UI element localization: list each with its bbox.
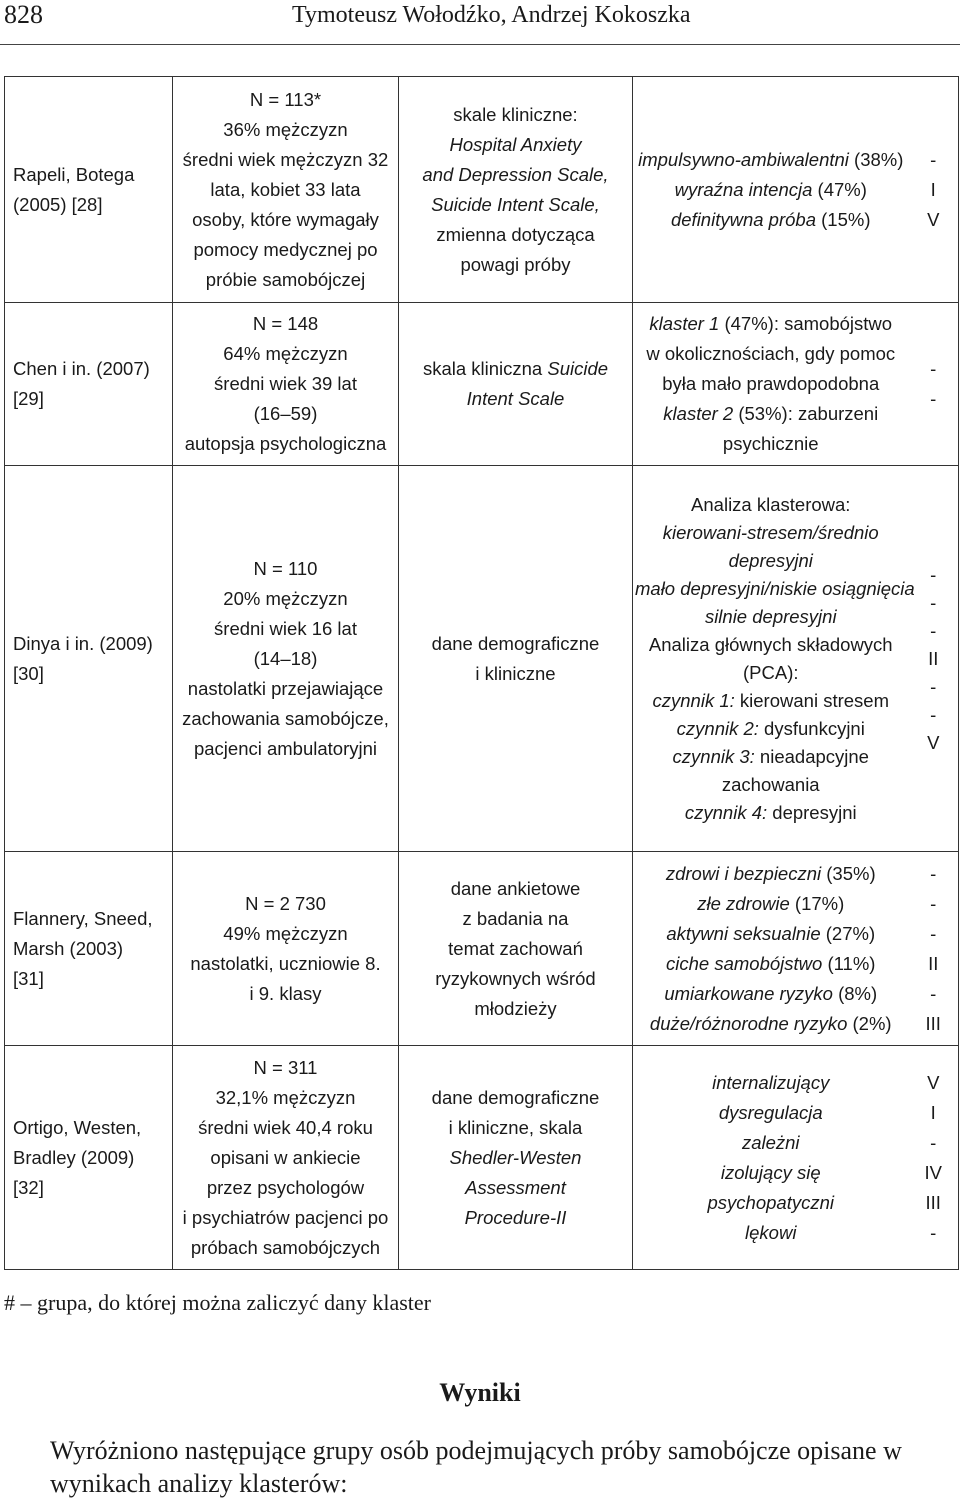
clusters-cell-line <box>635 889 907 919</box>
group-cell-line: - <box>930 862 937 884</box>
method-cell-line <box>401 1143 630 1173</box>
study-cell-line: Flannery, Sneed, <box>13 907 153 929</box>
study-cell-line: [31] <box>13 967 44 989</box>
method-cell-line <box>401 629 630 659</box>
clusters-cell-line <box>635 1098 907 1128</box>
sample-cell-line: 36% mężczyzn <box>223 118 348 140</box>
method-cell-line <box>401 190 630 220</box>
clusters-cell-text: zachowania <box>721 773 820 795</box>
sample-cell-line: średni wiek 39 lat <box>214 373 357 394</box>
clusters-cell-line <box>635 743 907 771</box>
method-cell-text: dane demograficzne <box>431 1086 600 1108</box>
clusters-cell-text: lękowi <box>745 1221 797 1243</box>
sample-cell-line: zachowania samobójcze, <box>182 707 389 729</box>
clusters-cell-text: dysregulacja <box>718 1101 823 1123</box>
method-cell <box>399 303 633 466</box>
sample-cell-line: próbie samobójczej <box>205 268 366 290</box>
sample-cell-line: N = 148 <box>252 313 319 334</box>
sample-cell <box>173 303 399 466</box>
method-cell-text: zmienna dotycząca <box>436 223 595 245</box>
sample-cell <box>173 466 399 852</box>
clusters-cell-text: duże/różnorodne ryzyko <box>649 1012 848 1034</box>
study-cell-line: [32] <box>13 1176 44 1198</box>
clusters-cell-line <box>635 1128 907 1158</box>
clusters-cell-line <box>635 1068 907 1098</box>
method-cell-line <box>401 100 630 130</box>
method-cell-text: Assessment <box>465 1176 566 1198</box>
clusters-cell <box>633 77 909 303</box>
group-cell <box>909 303 959 466</box>
group-cell-line: III <box>925 1012 941 1034</box>
method-cell-text: Shedler-Westen <box>449 1146 582 1168</box>
table-row <box>5 1046 959 1270</box>
study-cell-line: (2005) [28] <box>13 193 103 215</box>
method-cell-text: temat zachowań <box>448 937 583 959</box>
sample-cell-line: pomocy medycznej po <box>193 238 378 260</box>
clusters-cell-line <box>635 771 907 799</box>
clusters-cell-line <box>635 339 907 369</box>
study-cell <box>5 466 173 852</box>
method-cell-line <box>401 964 630 994</box>
clusters-cell-text: Analiza klasterowa: <box>691 493 851 515</box>
clusters-cell <box>633 852 909 1046</box>
clusters-cell-text: (35%) <box>821 862 876 884</box>
sample-cell <box>173 1046 399 1270</box>
clusters-cell-text: zdrowi i bezpieczni <box>665 862 822 884</box>
method-cell-line <box>401 904 630 934</box>
studies-table <box>4 76 959 1270</box>
method-cell-text: ryzykownych wśród <box>435 967 596 989</box>
clusters-cell-line <box>635 205 907 235</box>
clusters-cell-line <box>635 687 907 715</box>
table-row <box>5 852 959 1046</box>
clusters-cell-text: w okolicznościach, gdy pomoc <box>646 343 896 364</box>
method-cell-text: skale kliniczne: <box>453 103 578 125</box>
clusters-cell-line <box>635 1158 907 1188</box>
method-cell-line <box>401 1083 630 1113</box>
clusters-cell-text: (11%) <box>822 952 876 974</box>
clusters-cell-text: kierowani-stresem/średnio <box>662 521 879 543</box>
sample-cell-line: 32,1% mężczyzn <box>215 1086 356 1108</box>
group-cell-line: - <box>930 1131 937 1153</box>
study-cell-line: Marsh (2003) <box>13 937 124 959</box>
clusters-cell-text: (38%) <box>848 148 904 170</box>
sample-cell-line: średni wiek 16 lat <box>214 617 357 639</box>
body-paragraph: Wyróżniono następujące grupy osób podejmujących próby samobójcze opisane w wynikach analizy klasterów: <box>50 1436 902 1498</box>
group-cell-line: - <box>930 563 937 585</box>
method-cell-text: skala kliniczna <box>422 358 548 379</box>
clusters-cell-line <box>635 429 907 459</box>
study-cell-line: [29] <box>13 388 44 409</box>
clusters-cell <box>633 303 909 466</box>
clusters-cell-text: (15%) <box>816 208 871 230</box>
clusters-cell-line <box>635 491 907 519</box>
clusters-cell-text: internalizujący <box>712 1071 830 1093</box>
group-cell-line: - <box>930 892 937 914</box>
clusters-cell-text: definitywna próba <box>670 208 816 230</box>
section-title: Wyniki <box>439 1378 521 1407</box>
clusters-cell-line <box>635 659 907 687</box>
study-cell-line: Bradley (2009) <box>13 1146 135 1168</box>
method-cell-text: i kliniczne <box>475 662 556 684</box>
clusters-cell-text: depresyjni <box>728 549 813 571</box>
group-cell-line: - <box>930 982 937 1004</box>
clusters-cell-line <box>635 919 907 949</box>
clusters-cell-text: (53%): zaburzeni <box>733 403 879 424</box>
group-cell-line: - <box>930 388 937 409</box>
method-cell-line <box>401 994 630 1024</box>
method-cell-text: Suicide <box>547 358 609 379</box>
clusters-cell-text: ciche samobójstwo <box>666 952 823 974</box>
group-cell-line: II <box>928 952 939 974</box>
clusters-cell-line <box>635 631 907 659</box>
clusters-cell-line <box>635 1009 907 1039</box>
method-cell <box>399 852 633 1046</box>
group-cell <box>909 77 959 303</box>
clusters-cell-text: (27%) <box>820 922 876 944</box>
sample-cell-line: autopsja psychologiczna <box>184 433 387 454</box>
method-cell-line <box>401 1113 630 1143</box>
clusters-cell-text: kierowani stresem <box>734 689 889 711</box>
group-cell-line: V <box>927 208 940 230</box>
clusters-cell-text: złe zdrowie <box>697 892 790 914</box>
clusters-cell-text: aktywni seksualnie <box>666 922 821 944</box>
study-cell-line: Ortigo, Westen, <box>13 1116 142 1138</box>
group-cell-line: V <box>927 1071 940 1093</box>
method-cell-text: Suicide Intent Scale, <box>431 193 600 215</box>
sample-cell <box>173 852 399 1046</box>
sample-cell-line: 20% mężczyzn <box>223 587 348 609</box>
clusters-cell-text: wyraźna intencja <box>674 178 813 200</box>
clusters-cell-line <box>635 799 907 827</box>
sample-cell-line: nastolatki, uczniowie 8. <box>190 952 381 974</box>
method-cell-line <box>401 130 630 160</box>
running-head: Tymoteusz Wołodźko, Andrzej Kokoszka <box>292 2 691 28</box>
group-cell-line: - <box>930 358 937 379</box>
clusters-cell-text: psychopatyczni <box>707 1191 834 1213</box>
sample-cell <box>173 77 399 303</box>
method-cell-text: dane demograficzne <box>431 632 600 654</box>
group-cell-line: V <box>927 731 940 753</box>
method-cell-text: dane ankietowe <box>450 877 581 899</box>
study-cell <box>5 303 173 466</box>
clusters-cell-text: (2%) <box>847 1012 892 1034</box>
clusters-cell-line <box>635 859 907 889</box>
group-cell <box>909 852 959 1046</box>
clusters-cell-text: (47%): samobójstwo <box>719 313 893 334</box>
study-cell-line: Dinya i in. (2009) <box>13 632 153 654</box>
method-cell-line <box>401 659 630 689</box>
method-cell-line <box>401 160 630 190</box>
clusters-cell-text: czynnik 1: <box>652 689 735 711</box>
table-row <box>5 466 959 852</box>
footnote: # – grupa, do której można zaliczyć dany klaster <box>4 1290 432 1315</box>
sample-cell-line: osoby, które wymagały <box>192 208 379 230</box>
method-cell <box>399 466 633 852</box>
clusters-cell-line <box>635 175 907 205</box>
clusters-cell-line <box>635 1188 907 1218</box>
group-cell-line: - <box>930 619 937 641</box>
page-number: 828 <box>4 0 43 29</box>
clusters-cell <box>633 466 915 852</box>
clusters-cell-text: czynnik 3: <box>672 745 755 767</box>
study-cell-line: Chen i in. (2007) <box>13 358 150 379</box>
method-cell <box>399 1046 633 1270</box>
clusters-cell-text: impulsywno-ambiwalentni <box>638 148 849 170</box>
clusters-cell-text: czynnik 4: <box>684 801 768 823</box>
sample-cell-line: pacjenci ambulatoryjni <box>193 737 378 759</box>
clusters-cell-text: Analiza głównych składowych <box>648 633 893 655</box>
clusters-cell-text: nieadapcyjne <box>754 745 869 767</box>
clusters-cell-line <box>635 715 907 743</box>
sample-cell-line: (16–59) <box>253 403 318 424</box>
method-cell-text: Hospital Anxiety <box>449 133 582 155</box>
group-cell-line: - <box>930 591 937 613</box>
group-cell <box>909 1046 959 1270</box>
clusters-cell-line <box>635 399 907 429</box>
sample-cell-line: (14–18) <box>253 647 318 669</box>
clusters-cell-text: umiarkowane ryzyko <box>664 982 833 1004</box>
clusters-cell-text: psychicznie <box>722 433 819 454</box>
sample-cell-line: i psychiatrów pacjenci po <box>182 1206 389 1228</box>
clusters-cell-text: (PCA): <box>743 661 799 683</box>
sample-cell-line: N = 311 <box>253 1056 318 1078</box>
clusters-cell-line <box>635 369 907 399</box>
method-cell-text: Intent Scale <box>466 388 565 409</box>
method-cell-line <box>401 874 630 904</box>
clusters-cell-line <box>635 309 907 339</box>
group-cell-line: I <box>930 178 936 200</box>
clusters-cell-text: była mało prawdopodobna <box>662 373 880 394</box>
study-cell <box>5 77 173 303</box>
sample-cell-line: lata, kobiet 33 lata <box>210 178 361 200</box>
page-header <box>0 0 960 45</box>
table-row <box>5 303 959 466</box>
method-cell-line <box>401 934 630 964</box>
method-cell-text: młodzieży <box>474 997 557 1019</box>
clusters-cell-text: zależni <box>741 1131 800 1153</box>
clusters-cell-line <box>635 575 915 603</box>
group-cell-line: III <box>925 1191 941 1213</box>
sample-cell-line: N = 113* <box>249 88 322 110</box>
study-cell-line: [30] <box>13 662 44 684</box>
sample-cell-line: nastolatki przejawiające <box>187 677 384 699</box>
study-cell-line: Rapeli, Botega <box>13 163 135 185</box>
clusters-cell-text: izolujący się <box>720 1161 821 1183</box>
clusters-cell-text: silnie depresyjni <box>704 605 837 627</box>
clusters-cell-line <box>635 519 907 547</box>
clusters-cell-text: (47%) <box>812 178 867 200</box>
method-cell-text: z badania na <box>462 907 569 929</box>
group-cell-line: - <box>930 1221 937 1243</box>
method-cell-text: Procedure-II <box>464 1206 567 1228</box>
clusters-cell-line <box>635 1218 907 1248</box>
clusters-cell-text: czynnik 2: <box>676 717 759 739</box>
method-cell-text: and Depression Scale, <box>422 163 609 185</box>
group-cell-line: II <box>928 647 939 669</box>
clusters-cell-line <box>635 949 907 979</box>
clusters-cell-line <box>635 547 907 575</box>
clusters-cell-text: klaster 1 <box>649 313 720 334</box>
clusters-cell <box>633 1046 909 1270</box>
sample-cell-line: opisani w ankiecie <box>210 1146 361 1168</box>
sample-cell-line: próbach samobójczych <box>190 1236 381 1258</box>
sample-cell-line: średni wiek mężczyzn 32 <box>182 148 389 170</box>
method-cell-line <box>401 220 630 250</box>
study-cell <box>5 852 173 1046</box>
group-cell-line: IV <box>924 1161 942 1183</box>
method-cell-line <box>401 250 630 280</box>
group-cell <box>909 466 959 852</box>
sample-cell-line: 49% mężczyzn <box>223 922 348 944</box>
method-cell-text: i kliniczne, skala <box>448 1116 583 1138</box>
method-cell <box>399 77 633 303</box>
clusters-cell-text: klaster 2 <box>663 403 734 424</box>
group-cell-line: - <box>930 703 937 725</box>
clusters-cell-line <box>635 145 907 175</box>
group-cell-line: - <box>930 922 937 944</box>
clusters-cell-text: mało depresyjni/niskie osiągnięcia <box>635 577 915 599</box>
method-cell-line <box>401 1203 630 1233</box>
method-cell-line <box>401 384 630 414</box>
group-cell-line: - <box>930 148 937 170</box>
clusters-cell-line <box>635 979 907 1009</box>
clusters-cell-text: (8%) <box>832 982 878 1004</box>
sample-cell-line: N = 110 <box>253 557 318 579</box>
clusters-cell-line <box>635 603 907 631</box>
group-cell-line: - <box>930 675 937 697</box>
sample-cell-line: przez psychologów <box>206 1176 365 1198</box>
group-cell-line: I <box>930 1101 936 1123</box>
sample-cell-line: średni wiek 40,4 roku <box>198 1116 373 1138</box>
clusters-cell-text: dysfunkcyjni <box>758 717 865 739</box>
study-cell <box>5 1046 173 1270</box>
method-cell-text: powagi próby <box>460 253 571 275</box>
method-cell-line <box>401 1173 630 1203</box>
sample-cell-line: i 9. klasy <box>249 982 322 1004</box>
method-cell-line <box>401 354 630 384</box>
sample-cell-line: 64% mężczyzn <box>223 343 348 364</box>
sample-cell-line: N = 2 730 <box>245 892 326 914</box>
table-row <box>5 77 959 303</box>
clusters-cell-text: (17%) <box>789 892 845 914</box>
clusters-cell-text: depresyjni <box>767 801 857 823</box>
